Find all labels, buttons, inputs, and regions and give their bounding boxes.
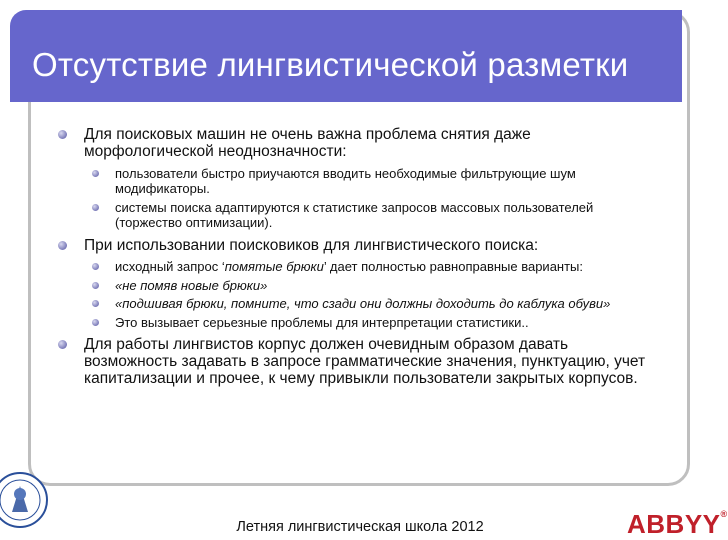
sub-bullet-dot-icon [92, 204, 99, 211]
sub-bullet-dot-icon [92, 263, 99, 270]
sub-bullet-2-1-after: ’ дает полностью равноправные варианты: [323, 259, 584, 274]
sub-bullet-dot-icon [92, 170, 99, 177]
sub-bullet-2-4-text: Это вызывает серьезные проблемы для интерпретации статистики.. [115, 314, 529, 330]
bullet-3-text: Для работы лингвистов корпус должен очевидным образом давать возможность задавать в запросе грамматические значения, пунктуацию, учет капитализации и прочее, к чему привыкли пользователи закрытых корпусов. [84, 336, 646, 387]
sub-bullet-1-1 [58, 167, 648, 196]
sub-bullet-dot-icon [92, 319, 99, 326]
bullet-dot-icon [58, 241, 67, 250]
bullet-dot-icon [58, 340, 67, 349]
sub-bullet-1-2-text: системы поиска адаптируются к статистике запросов массовых пользователей (торжество оптимизации). [115, 200, 594, 230]
registered-mark: ® [720, 509, 728, 519]
title-bar [10, 10, 682, 102]
bullet-1 [58, 126, 648, 160]
sub-bullet-2-1-before: исходный запрос ‘ [115, 259, 225, 274]
abbyy-logo [627, 509, 728, 540]
sub-bullet-2-1 [58, 260, 648, 275]
sub-bullet-dot-icon [92, 282, 99, 289]
footer-caption: Летняя лингвистическая школа 2012 [236, 519, 484, 535]
slide-title: Отсутствие лингвистической разметки [32, 46, 629, 83]
sub-bullet-1-2 [58, 201, 648, 230]
bullet-dot-icon [58, 130, 67, 139]
title-underline [32, 103, 646, 105]
sub-bullet-1-1-text: пользователи быстро приучаются вводить необходимые фильтрующие шум модификаторы. [115, 166, 576, 196]
sub-bullet-2-1-italic: помятые брюки [224, 259, 324, 274]
sub-bullet-dot-icon [92, 300, 99, 307]
sub-bullet-2-2-text: «не помяв новые брюки» [115, 277, 268, 293]
sub-bullet-2-4 [58, 316, 648, 331]
bullet-2-text: При использовании поисковиков для лингвистического поиска: [84, 237, 539, 254]
bullet-2 [58, 237, 648, 254]
bullet-3 [58, 336, 648, 387]
bullet-1-text: Для поисковых машин не очень важна проблема снятия даже морфологической неоднозначности: [84, 126, 531, 160]
abbyy-logo-text: ABBYY [627, 509, 721, 539]
slide-content [58, 126, 648, 387]
sub-bullet-2-3 [58, 297, 648, 312]
sub-bullet-2-2 [58, 279, 648, 294]
sub-bullet-2-3-text: «подшивая брюки, помните, что сзади они должны доходить до каблука обуви» [115, 296, 611, 311]
